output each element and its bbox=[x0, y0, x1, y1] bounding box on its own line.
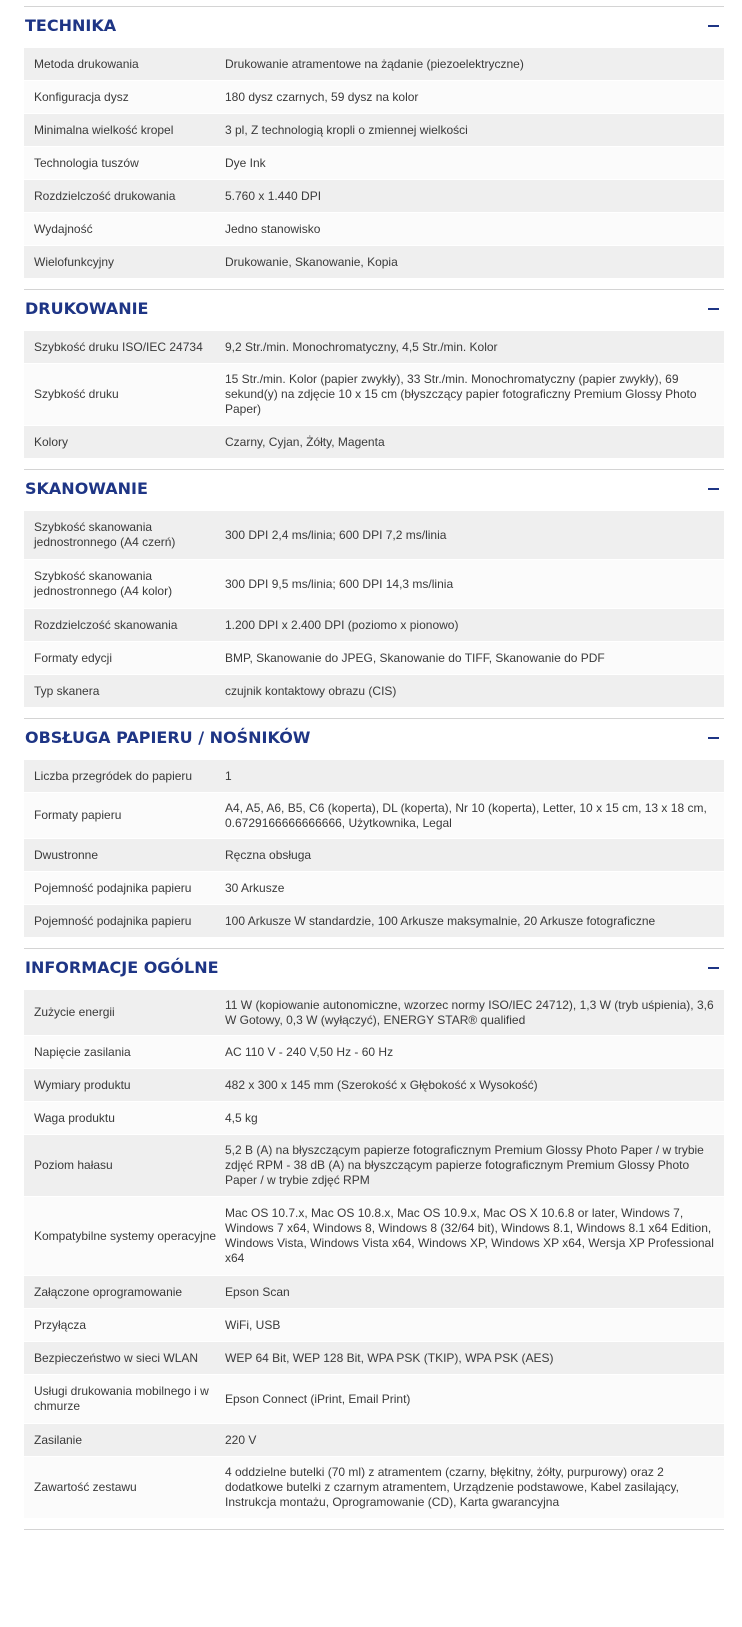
spec-label: Zasilanie bbox=[34, 1432, 83, 1447]
section-header[interactable] bbox=[24, 719, 724, 755]
spec-value: 15 Str./min. Kolor (papier zwykły), 33 Str./min. Monochromatyczny (papier zwykły), 69 sekund(y) na zdjęcie 10 x 15 cm (błyszczący papier fotograficzny Premium Glossy Photo Paper) bbox=[225, 372, 697, 416]
spec-table bbox=[24, 331, 724, 459]
spec-label: Kompatybilne systemy operacyjne bbox=[34, 1228, 217, 1243]
spec-value: 300 DPI 9,5 ms/linia; 600 DPI 14,3 ms/linia bbox=[225, 576, 454, 591]
collapse-minus-icon[interactable] bbox=[708, 488, 719, 490]
spec-row bbox=[24, 1102, 724, 1135]
spec-label: Wielofunkcyjny bbox=[34, 254, 115, 269]
spec-value: BMP, Skanowanie do JPEG, Skanowanie do TIFF, Skanowanie do PDF bbox=[225, 650, 605, 665]
spec-value: 30 Arkusze bbox=[225, 880, 285, 895]
spec-label: Formaty papieru bbox=[34, 808, 122, 822]
collapse-minus-icon[interactable] bbox=[708, 308, 719, 310]
spec-value: 220 V bbox=[225, 1432, 257, 1447]
spec-value: 5,2 B (A) na błyszczącym papierze fotograficznym Premium Glossy Photo Paper / w trybie zdjęć RPM - 38 dB (A) na błyszczącym papierze fotograficznym Premium Glossy Photo Paper / w trybie zdjęć RPM bbox=[225, 1143, 704, 1187]
spec-label: Szybkość druku ISO/IEC 24734 bbox=[34, 339, 203, 354]
spec-value: czujnik kontaktowy obrazu (CIS) bbox=[225, 683, 397, 698]
spec-label: Metoda drukowania bbox=[34, 56, 139, 71]
spec-value: Drukowanie atramentowe na żądanie (piezoelektryczne) bbox=[225, 56, 524, 71]
spec-row bbox=[24, 511, 724, 560]
spec-label: Przyłącza bbox=[34, 1317, 87, 1332]
section-technika bbox=[24, 6, 724, 279]
spec-value: Epson Scan bbox=[225, 1284, 290, 1299]
spec-row bbox=[24, 760, 724, 793]
section-header[interactable] bbox=[24, 7, 724, 43]
section-title: SKANOWANIE bbox=[25, 479, 148, 498]
spec-row bbox=[24, 180, 724, 213]
section-informacje-ogolne bbox=[24, 948, 724, 1519]
spec-table bbox=[24, 990, 724, 1519]
divider bbox=[24, 1529, 724, 1530]
spec-row bbox=[24, 839, 724, 872]
spec-row bbox=[24, 1197, 724, 1276]
spec-value: Ręczna obsługa bbox=[225, 847, 312, 862]
spec-value: 180 dysz czarnych, 59 dysz na kolor bbox=[225, 89, 419, 104]
spec-row bbox=[24, 1036, 724, 1069]
section-header[interactable] bbox=[24, 949, 724, 985]
spec-row bbox=[24, 147, 724, 180]
spec-label: Napięcie zasilania bbox=[34, 1044, 131, 1059]
spec-label: Poziom hałasu bbox=[34, 1158, 113, 1172]
spec-label: Zawartość zestawu bbox=[34, 1480, 137, 1494]
spec-label: Pojemność podajnika papieru bbox=[34, 913, 192, 928]
spec-row bbox=[24, 560, 724, 609]
spec-row bbox=[24, 642, 724, 675]
spec-label: Szybkość druku bbox=[34, 387, 119, 401]
spec-label: Wymiary produktu bbox=[34, 1077, 131, 1092]
spec-row bbox=[24, 1342, 724, 1375]
spec-table bbox=[24, 511, 724, 708]
spec-row bbox=[24, 1276, 724, 1309]
spec-row bbox=[24, 1424, 724, 1457]
spec-row bbox=[24, 1375, 724, 1424]
spec-row bbox=[24, 1457, 724, 1519]
collapse-minus-icon[interactable] bbox=[708, 967, 719, 969]
spec-label: Załączone oprogramowanie bbox=[34, 1284, 183, 1299]
spec-row bbox=[24, 114, 724, 147]
section-header[interactable] bbox=[24, 470, 724, 506]
spec-value: Drukowanie, Skanowanie, Kopia bbox=[225, 254, 398, 269]
spec-value: 482 x 300 x 145 mm (Szerokość x Głębokość x Wysokość) bbox=[225, 1077, 538, 1092]
spec-row bbox=[24, 331, 724, 364]
spec-value: Mac OS 10.7.x, Mac OS 10.8.x, Mac OS 10.9.x, Mac OS X 10.6.8 or later, Windows 7, Windows 7 x64, Windows 8, Windows 8 (32/64 bit), Windows 8.1, Windows 8.1 x64 Edition, Windows Vista, Windows Vista x64, Windows XP, Windows XP x64, Wersja XP Professional x64 bbox=[225, 1206, 714, 1265]
spec-row bbox=[24, 675, 724, 708]
spec-row bbox=[24, 1069, 724, 1102]
spec-value: Dye Ink bbox=[225, 155, 266, 170]
spec-row bbox=[24, 1309, 724, 1342]
spec-row bbox=[24, 426, 724, 459]
spec-value: WiFi, USB bbox=[225, 1317, 281, 1332]
section-title: TECHNIKA bbox=[25, 16, 117, 35]
spec-row bbox=[24, 905, 724, 938]
spec-label: Szybkość skanowania jednostronnego (A4 czerń) bbox=[34, 520, 176, 549]
spec-value: 1 bbox=[225, 768, 232, 783]
spec-value: 100 Arkusze W standardzie, 100 Arkusze maksymalnie, 20 Arkusze fotograficzne bbox=[225, 913, 656, 928]
spec-row bbox=[24, 609, 724, 642]
spec-label: Bezpieczeństwo w sieci WLAN bbox=[34, 1350, 199, 1365]
section-title: INFORMACJE OGÓLNE bbox=[25, 958, 219, 977]
spec-row bbox=[24, 213, 724, 246]
spec-label: Typ skanera bbox=[34, 683, 100, 698]
spec-value: WEP 64 Bit, WEP 128 Bit, WPA PSK (TKIP), WPA PSK (AES) bbox=[225, 1350, 554, 1365]
section-title: DRUKOWANIE bbox=[25, 299, 149, 318]
spec-label: Liczba przegródek do papieru bbox=[34, 768, 193, 783]
spec-value: Czarny, Cyjan, Żółty, Magenta bbox=[225, 434, 385, 449]
spec-row bbox=[24, 793, 724, 839]
section-drukowanie bbox=[24, 289, 724, 459]
spec-table bbox=[24, 760, 724, 938]
collapse-minus-icon[interactable] bbox=[708, 737, 719, 739]
specs-page bbox=[24, 6, 724, 1530]
spec-row bbox=[24, 81, 724, 114]
spec-row bbox=[24, 246, 724, 279]
spec-value: Epson Connect (iPrint, Email Print) bbox=[225, 1391, 411, 1406]
section-obsluga-papieru-nosnikow bbox=[24, 718, 724, 938]
spec-label: Konfiguracja dysz bbox=[34, 89, 129, 104]
spec-value: 4,5 kg bbox=[225, 1110, 258, 1125]
spec-value: 300 DPI 2,4 ms/linia; 600 DPI 7,2 ms/linia bbox=[225, 527, 447, 542]
spec-label: Rozdzielczość drukowania bbox=[34, 188, 176, 203]
spec-value: Jedno stanowisko bbox=[225, 221, 321, 236]
spec-label: Zużycie energii bbox=[34, 1005, 115, 1019]
spec-value: A4, A5, A6, B5, C6 (koperta), DL (koperta), Nr 10 (koperta), Letter, 10 x 15 cm, 13 x 18 cm, 0.6729166666666666, Użytkownika, Legal bbox=[225, 800, 707, 830]
section-skanowanie bbox=[24, 469, 724, 708]
spec-label: Pojemność podajnika papieru bbox=[34, 880, 192, 895]
spec-row bbox=[24, 872, 724, 905]
section-title: OBSŁUGA PAPIERU / NOŚNIKÓW bbox=[25, 728, 311, 747]
spec-label: Kolory bbox=[34, 434, 69, 449]
spec-label: Usługi drukowania mobilnego i w chmurze bbox=[34, 1384, 209, 1413]
spec-value: 9,2 Str./min. Monochromatyczny, 4,5 Str./min. Kolor bbox=[225, 339, 498, 354]
spec-value: 3 pl, Z technologią kropli o zmiennej wielkości bbox=[225, 122, 468, 137]
spec-row bbox=[24, 364, 724, 426]
spec-row bbox=[24, 990, 724, 1036]
spec-label: Szybkość skanowania jednostronnego (A4 kolor) bbox=[34, 569, 173, 598]
spec-label: Dwustronne bbox=[34, 847, 99, 862]
spec-table bbox=[24, 48, 724, 279]
spec-value: AC 110 V - 240 V,50 Hz - 60 Hz bbox=[225, 1044, 394, 1059]
spec-label: Waga produktu bbox=[34, 1110, 115, 1125]
spec-value: 1.200 DPI x 2.400 DPI (poziomo x pionowo) bbox=[225, 617, 459, 632]
section-header[interactable] bbox=[24, 290, 724, 326]
collapse-minus-icon[interactable] bbox=[708, 25, 719, 27]
spec-value: 4 oddzielne butelki (70 ml) z atramentem (czarny, błękitny, żółty, purpurowy) oraz 2 dodatkowe butelki z czarnym atramentem, Urządzenie podstawowe, Kabel zasilający, Instrukcja montażu, Oprogramowanie (CD), Karta gwarancyjna bbox=[225, 1465, 679, 1509]
spec-label: Formaty edycji bbox=[34, 650, 113, 665]
spec-label: Minimalna wielkość kropel bbox=[34, 122, 174, 137]
spec-value: 11 W (kopiowanie autonomiczne, wzorzec normy ISO/IEC 24712), 1,3 W (tryb uśpienia), 3,6 W Gotowy, 0,3 W (wyłączyć), ENERGY STAR® qualified bbox=[225, 997, 714, 1027]
spec-value: 5.760 x 1.440 DPI bbox=[225, 188, 322, 203]
spec-label: Wydajność bbox=[34, 221, 93, 236]
spec-label: Technologia tuszów bbox=[34, 155, 139, 170]
spec-label: Rozdzielczość skanowania bbox=[34, 617, 178, 632]
spec-row bbox=[24, 48, 724, 81]
spec-row bbox=[24, 1135, 724, 1197]
